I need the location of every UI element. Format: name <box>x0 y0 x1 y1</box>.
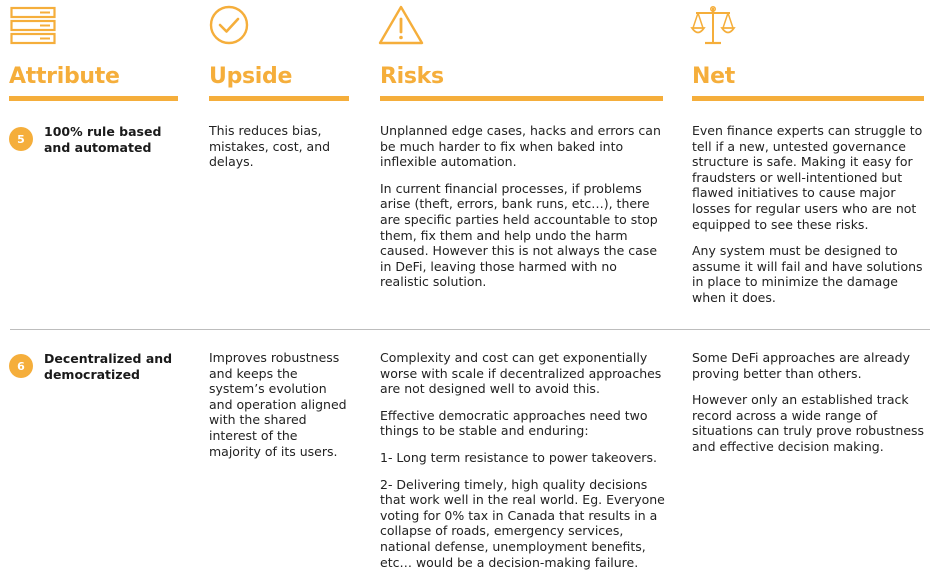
row-risks <box>380 350 668 581</box>
row-divider <box>10 329 930 330</box>
risks-paragraph: Complexity and cost can get exponentially worse with scale if decentralized approaches are not designed well to avoid this. <box>380 350 662 397</box>
header-underline-upside <box>209 96 349 101</box>
header-risks: Risks <box>380 64 444 89</box>
row-upside <box>209 350 349 470</box>
risks-paragraph: In current financial processes, if problems arise (theft, errors, bank runs, etc…), there are specific parties held accountable to stop them, fix them and help undo the harm caused. However this is not always the case in DeFi, leaving those harmed with no realistic solution. <box>380 180 658 290</box>
row-net <box>692 350 928 466</box>
header-underline-risks <box>380 96 663 101</box>
header-net: Net <box>692 64 735 89</box>
balance-scale-icon <box>690 4 736 48</box>
row-number-badge: 6 <box>9 354 33 378</box>
row-risks <box>380 123 663 301</box>
header-underline-net <box>692 96 924 101</box>
risks-paragraph: 2- Delivering timely, high quality decisions that work well in the real world. Eg. Everyone voting for 0% tax in Canada that results in a collapse of roads, emergency services, national defense, unemployment benefits, etc… would be a decision-making failure. <box>380 476 665 570</box>
row-number-badge: 5 <box>9 127 33 151</box>
warning-triangle-icon <box>378 4 424 46</box>
net-paragraph: Any system must be designed to assume it will fail and have solutions in place to minimize the damage when it does. <box>692 243 923 305</box>
upside-paragraph: Improves robustness and keeps the system’s evolution and operation aligned with the shared interest of the majority of its users. <box>209 350 347 459</box>
net-paragraph: Some DeFi approaches are already proving better than others. <box>692 350 911 381</box>
header-underline-attribute <box>9 96 178 101</box>
net-paragraph: However only an established track record across a wide range of situations can truly prove robustness and effective decision making. <box>692 392 925 454</box>
header-upside: Upside <box>209 64 293 89</box>
row-upside <box>209 123 349 181</box>
header-attribute: Attribute <box>9 64 120 89</box>
row-attribute: Decentralized and democratized <box>44 351 173 382</box>
risks-paragraph: Unplanned edge cases, hacks and errors can be much harder to fix when baked into inflexible automation. <box>380 123 661 170</box>
server-stack-icon <box>10 6 56 46</box>
row-net <box>692 123 928 317</box>
row-attribute: 100% rule based and automated <box>44 124 162 155</box>
risks-paragraph: 1- Long term resistance to power takeovers. <box>380 449 657 465</box>
upside-paragraph: This reduces bias, mistakes, cost, and delays. <box>209 123 331 170</box>
risks-paragraph: Effective democratic approaches need two things to be stable and enduring: <box>380 407 648 439</box>
net-paragraph: Even finance experts can struggle to tell if a new, untested governance structure is safe. Making it easy for fraudsters or well-intentioned but flawed initiatives to cause major losses for regular users who are not equipped to see these risks. <box>692 123 923 232</box>
checkmark-circle-icon <box>208 4 250 46</box>
